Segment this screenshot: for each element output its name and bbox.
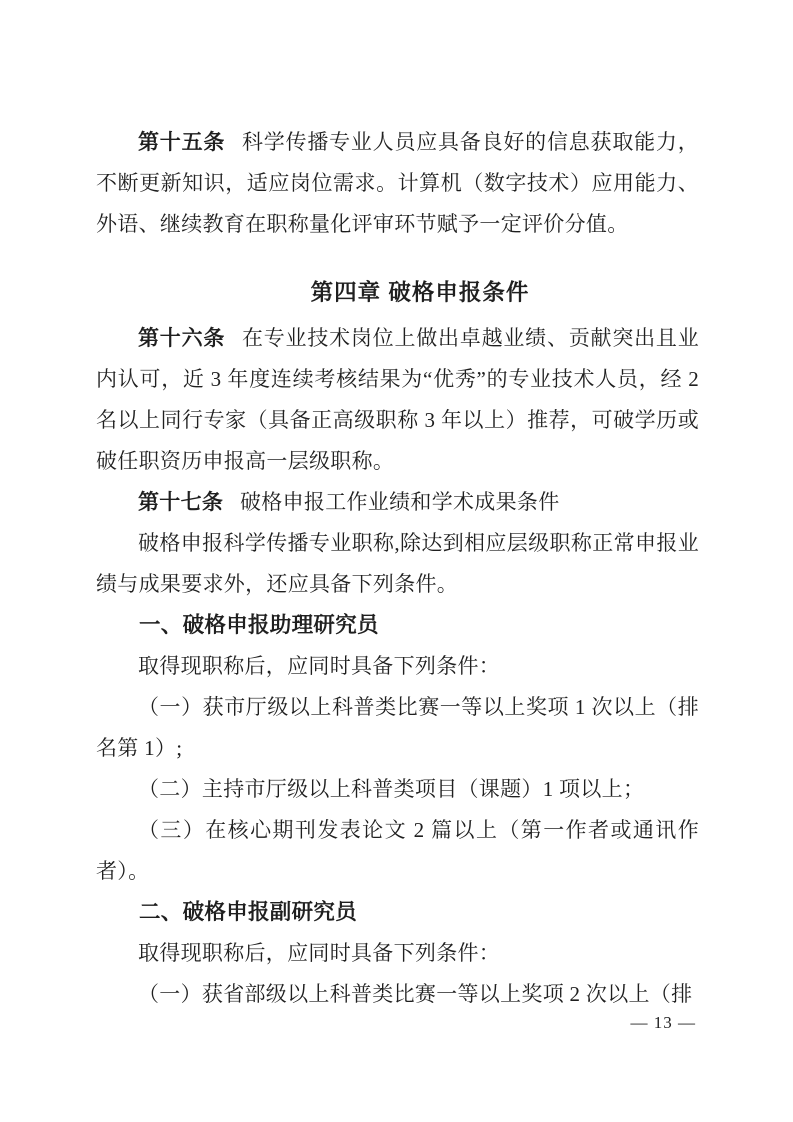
document-body — [96, 122, 699, 1015]
subheading-assistant-researcher: 一、破格申报助理研究员 — [139, 613, 379, 637]
article-17-paragraph — [96, 482, 699, 523]
article-15-paragraph — [96, 122, 699, 245]
section-2-conditions-intro: 取得现职称后，应同时具备下列条件： — [138, 941, 501, 965]
article-16-paragraph — [96, 318, 699, 482]
article-17-text: 破格申报工作业绩和学术成果条件 — [240, 490, 560, 514]
section-1-conditions-intro: 取得现职称后，应同时具备下列条件： — [138, 654, 501, 678]
section-2-item-1: （一）获省部级以上科普类比赛一等以上奖项 2 次以上（排 — [138, 982, 693, 1006]
subheading-associate-researcher: 二、破格申报副研究员 — [139, 900, 358, 924]
article-15-term: 第十五条 — [138, 131, 226, 154]
chapter-4-heading: 第四章 破格申报条件 — [310, 280, 530, 305]
requirements-intro-paragraph: 破格申报科学传播专业职称,除达到相应层级职称正常申报业绩与成果要求外，还应具备下列条件。 — [96, 531, 699, 596]
section-1-item-1: （一）获市厅级以上科普类比赛一等以上奖项 1 次以上（排名第 1）; — [96, 695, 699, 760]
article-16-text: 在专业技术岗位上做出卓越业绩、贡献突出且业内认可，近 3 年度连续考核结果为“优秀”的专业技术人员，经 2 名以上同行专家（具备正高级职称 3 年以上）推荐，可破学历或破任职资历申报高一层级职称。 — [96, 326, 699, 473]
page-number: — 13 — — [630, 1013, 696, 1032]
article-17-term: 第十七条 — [138, 491, 224, 514]
article-16-term: 第十六条 — [138, 327, 226, 350]
section-1-item-3: （三）在核心期刊发表论文 2 篇以上（第一作者或通讯作者）。 — [96, 818, 699, 883]
section-1-item-2: （二）主持市厅级以上科普类项目（课题）1 项以上； — [138, 777, 645, 801]
article-15-text: 科学传播专业人员应具备良好的信息获取能力，不断更新知识，适应岗位需求。计算机（数字技术）应用能力、外语、继续教育在职称量化评审环节赋予一定评价分值。 — [96, 130, 699, 236]
